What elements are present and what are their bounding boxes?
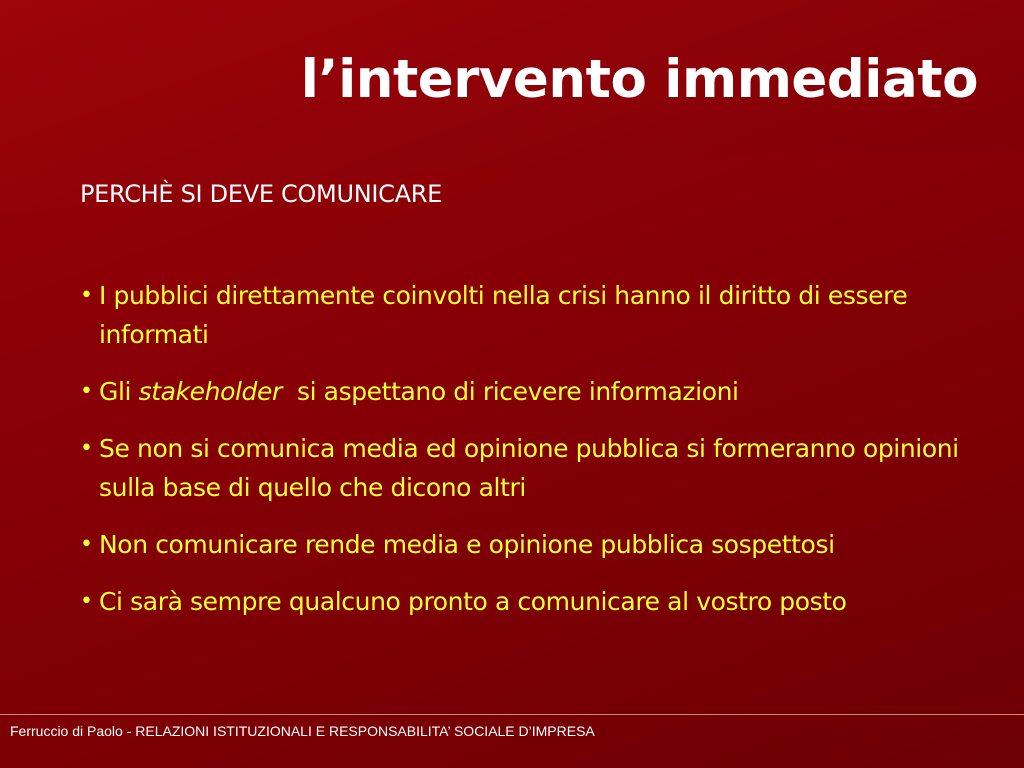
bullet-text: Se non si comunica media ed opinione pubblica si formeranno opinioni sulla base di quello che dicono altri	[99, 434, 959, 502]
footer-divider	[0, 714, 1024, 715]
section-heading: PERCHÈ SI DEVE COMUNICARE	[80, 180, 442, 208]
slide-title: l’intervento immediato	[300, 49, 978, 110]
bullet-icon: •	[80, 532, 93, 557]
bullet-icon: •	[80, 436, 93, 461]
bullet-text: I pubblici direttamente coinvolti nella crisi hanno il diritto di essere informati	[99, 281, 908, 349]
bullet-icon: •	[80, 283, 93, 308]
bullet-emphasis: stakeholder	[138, 377, 282, 406]
bullet-icon: •	[80, 589, 93, 614]
list-item	[80, 525, 980, 564]
list-item	[80, 582, 980, 621]
bullet-text: Non comunicare rende media e opinione pubblica sospettosi	[99, 530, 835, 559]
footer-text: Ferruccio di Paolo - RELAZIONI ISTITUZIONALI E RESPONSABILITA’ SOCIALE D’IMPRESA	[10, 723, 595, 739]
list-item	[80, 429, 980, 507]
bullet-text-tail: si aspettano di ricevere informazioni	[281, 377, 739, 406]
bullet-list	[80, 276, 980, 639]
bullet-icon: •	[80, 379, 93, 404]
list-item	[80, 372, 980, 411]
bullet-text: Ci sarà sempre qualcuno pronto a comunicare al vostro posto	[99, 587, 847, 616]
bullet-text-lead: Gli	[99, 377, 139, 406]
list-item	[80, 276, 980, 354]
